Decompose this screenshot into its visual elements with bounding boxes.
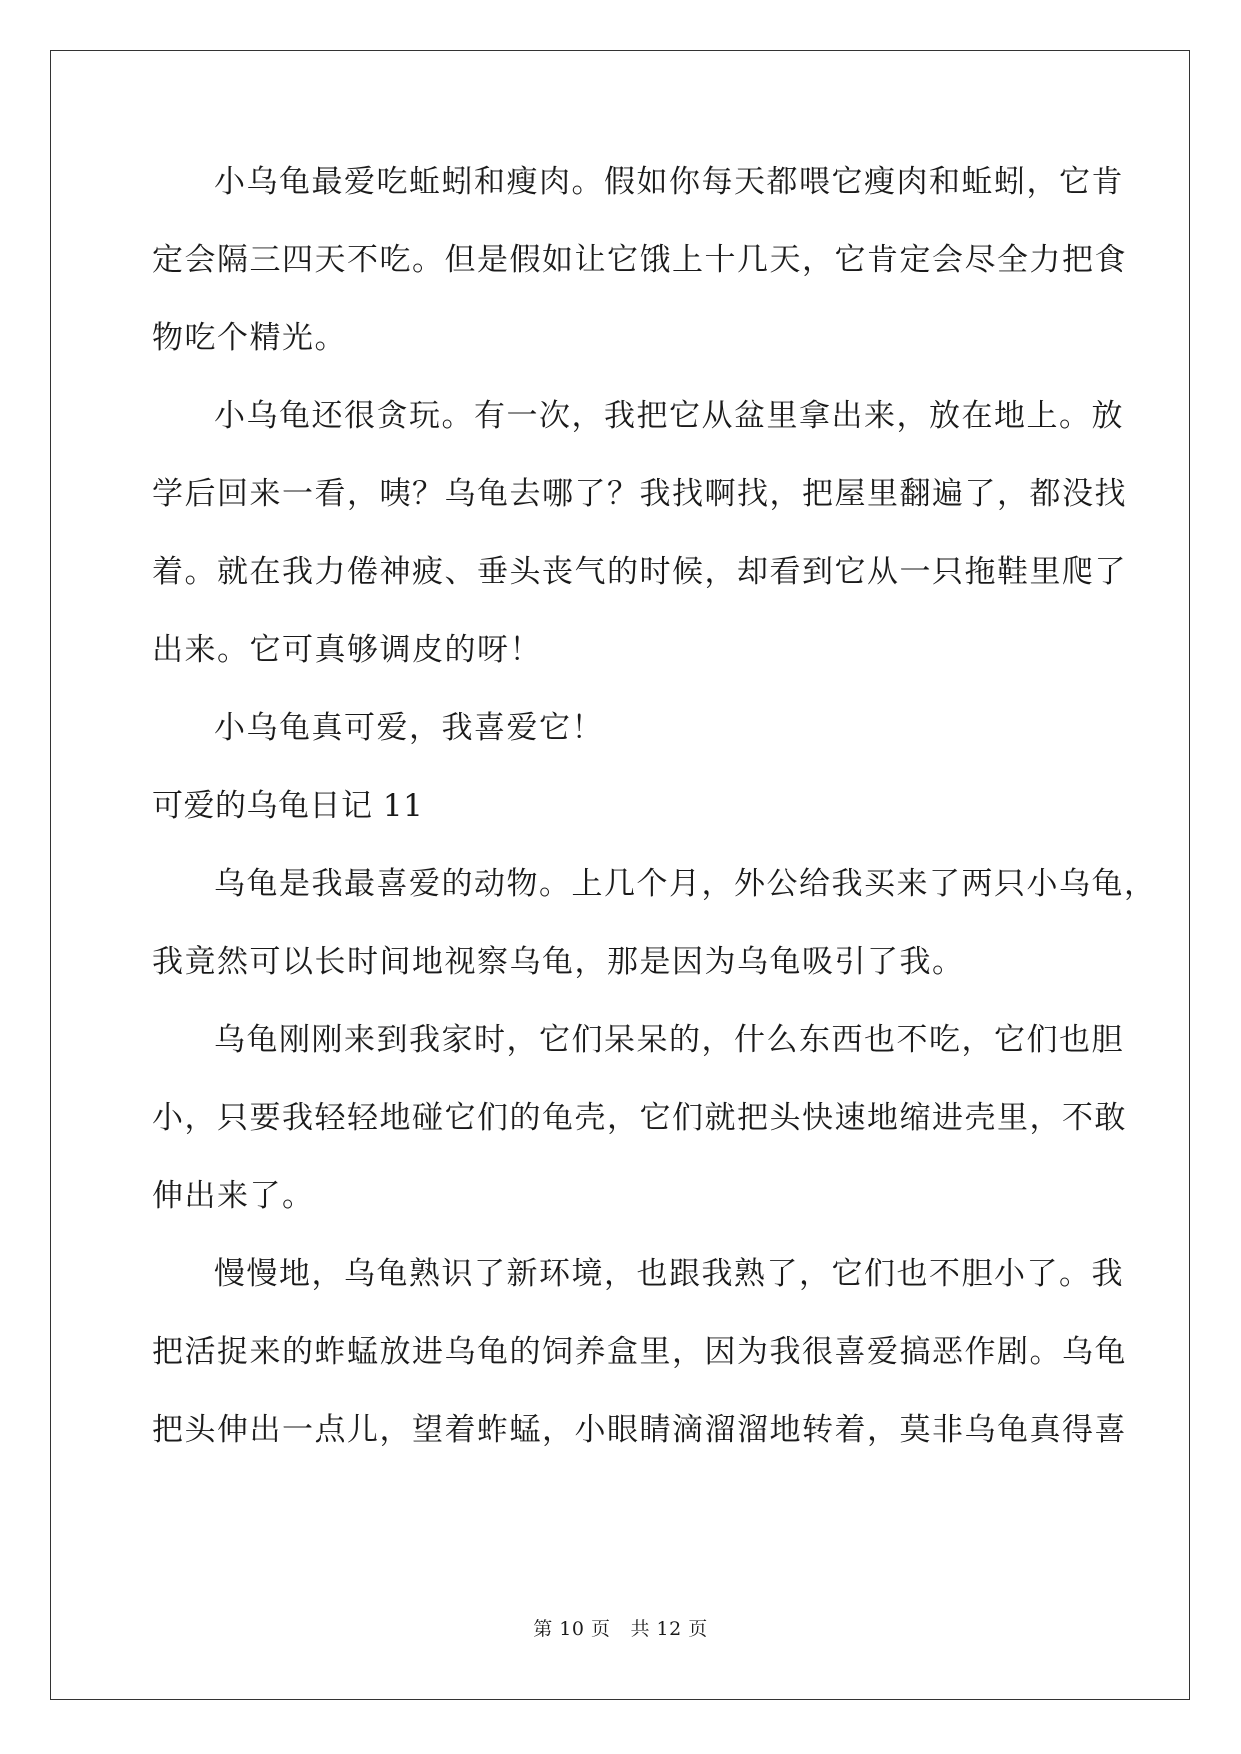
- total-pages-indicator: 共 12 页: [630, 1618, 708, 1640]
- text-line: 慢慢地，乌龟熟识了新环境，也跟我熟了，它们也不胆小了。我: [214, 1256, 1124, 1292]
- text-line: 我竟然可以长时间地视察乌龟，那是因为乌龟吸引了我。: [152, 944, 965, 980]
- page-footer: [0, 1617, 1241, 1641]
- document-body: [152, 162, 1157, 1488]
- text-line: 乌龟是我最喜爱的动物。上几个月，外公给我买来了两只小乌龟，: [214, 866, 1157, 902]
- text-line: 小乌龟真可爱，我喜爱它！: [214, 710, 604, 746]
- text-line: 小乌龟还很贪玩。有一次，我把它从盆里拿出来，放在地上。放: [214, 398, 1124, 434]
- text-line: 物吃个精光。: [152, 320, 347, 356]
- text-line: 把头伸出一点儿，望着蚱蜢，小眼睛滴溜溜地转着，莫非乌龟真得喜: [152, 1412, 1127, 1448]
- text-line: 把活捉来的蚱蜢放进乌龟的饲养盒里，因为我很喜爱搞恶作剧。乌龟: [152, 1334, 1127, 1370]
- section-heading: 可爱的乌龟日记 11: [152, 788, 424, 824]
- text-line: 小乌龟最爱吃蚯蚓和瘦肉。假如你每天都喂它瘦肉和蚯蚓，它肯: [214, 164, 1124, 200]
- text-line: 学后回来一看，咦？乌龟去哪了？我找啊找，把屋里翻遍了，都没找: [152, 476, 1127, 512]
- text-line: 小，只要我轻轻地碰它们的龟壳，它们就把头快速地缩进壳里，不敢: [152, 1100, 1127, 1136]
- text-line: 伸出来了。: [152, 1178, 315, 1214]
- text-line: 出来。它可真够调皮的呀！: [152, 632, 542, 668]
- text-line: 定会隔三四天不吃。但是假如让它饿上十几天，它肯定会尽全力把食: [152, 242, 1127, 278]
- text-line: 乌龟刚刚来到我家时，它们呆呆的，什么东西也不吃，它们也胆: [214, 1022, 1124, 1058]
- current-page-indicator: 第 10 页: [533, 1618, 611, 1640]
- text-line: 着。就在我力倦神疲、垂头丧气的时候，却看到它从一只拖鞋里爬了: [152, 554, 1127, 590]
